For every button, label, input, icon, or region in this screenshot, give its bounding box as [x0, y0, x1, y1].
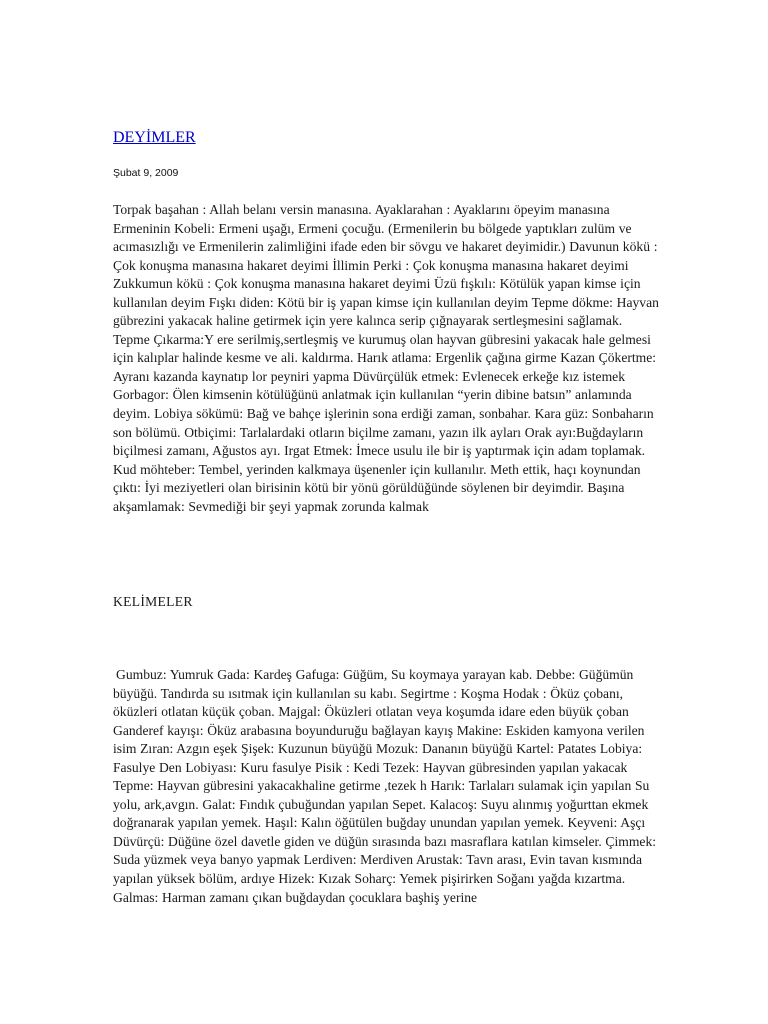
words-paragraph: Gumbuz: Yumruk Gada: Kardeş Gafuga: Güğüm, Su koymaya yarayan kab. Debbe: Güğümün büyüğü. Tandırda su ısıtmak için kullanılan su kabı. Segirtme : Koşma Hodak : Öküz çobanı, öküzleri otlatan küçük çoban. Majgal: Öküzleri otlatan veya koşumda idare eden büyük çoban Ganderef kayışı: Öküz arabasına boyunduruğu bağlayan kayış Makine: Eskiden kamyona verilen isim Zıran: Azgın eşek Şişek: Kuzunun büyüğü Mozuk: Dananın büyüğü Kartel: Patates Lobiya: Fasulye Den Lobiyası: Kuru fasulye Pisik : Kedi Tezek: Hayvan gübresinden yapılan yakacak Tepme: Hayvan gübresini yakacakhaline getirme ,tezek h Harık: Tarlaları sulamak için yapılan Su yolu, ark,avgın. Galat: Fındık çubuğundan yapılan Sepet. Kalacoş: Suyu alınmış yoğurttan ekmek doğranarak yapılan yemek. Haşıl: Kalın öğütülen buğday unundan yapılan yemek. Keyveni: Aşçı Düvürçü: Düğüne özel davetle giden ve düğün sırasında bazı masraflara katılan kimseler. Çimmek: Suda yüzmek veya banyo yapmak Lerdiven: Merdiven Arustak: Tavn arası, Evin tavan kısmında yapılan yüksek bölüm, ardıye Hizek: Kızak Soharç: Yemek pişirirken Soğanı yağda kızartma. Galmas: Harman zamanı çıkan buğdaydan çocuklara başhiş yerine: [113, 667, 657, 905]
document-page: [113, 0, 661, 1024]
words-section-heading: KELİMELER: [113, 594, 193, 609]
article-title-link[interactable]: DEYİMLER: [113, 129, 196, 146]
post-date: Şubat 9, 2009: [113, 167, 179, 179]
idioms-paragraph: Torpak başahan : Allah belanı versin manasına. Ayaklarahan : Ayaklarını öpeyim manasına Ermeninin Kobeli: Ermeni uşağı, Ermeni çocuğu. (Ermenilerin bu bölgede yaptıkları zulüm ve acımasızlığı ve Ermenilerin zalimliğini ifade eden bir sövgu ve hakaret deyimidir.) Davunun kökü : Çok konuşma manasına hakaret deyimi İllimin Perki : Çok konuşma manasına hakaret deyimi Zukkumun kökü : Çok konuşma manasına hakaret deyimi Üzü fışkılı: Kötülük yapan kimse için kullanılan deyim Fışkı diden: Kötü bir iş yapan kimse için kullanılan deyim Tepme dökme: Hayvan gübrezini yakacak haline getirmek için yere kalınca serip çığnayarak sertleşmesini sağlamak. Tepme Çıkarma:Y ere serilmiş,sertleşmiş ve kurumuş olan hayvan gübresini yakacak hale gelmesi için kalıplar halinde kesme ve ali. kaldırma. Harık atlama: Ergenlik çağına girme Kazan Çökertme: Ayranı kazanda kaynatıp lor peyniri yapma Düvürçülük etmek: Evlenecek erkeğe kız istemek Gorbagor: Ölen kimsenin kötülüğünü anlatmak için kullanılan “yerin dibine batsın” anlamında deyim. Lobiya sökümü: Bağ ve bahçe işlerinin sona erdiği zaman, sonbahar. Kara güz: Sonbaharın son bölümü. Otbiçimi: Tarlalardaki otların biçilme zamanı, yazın ilk ayları Orak ayı:Buğdayların biçilmesi zamanı, Ağustos ayı. Irgat Etmek: İmece usulu ile bir iş yaptırmak için adam toplamak. Kud möhteber: Tembel, yerinden kalkmaya üşenenler için kullanılır. Meth ettik, haçı koynundan çıktı: İyi meziyetleri olan birisinin kötü bir yönü görüldüğünde söylenen bir deyimdir. Başına akşamlamak: Sevmediği bir şeyi yapmak zorunda kalmak: [113, 202, 659, 514]
